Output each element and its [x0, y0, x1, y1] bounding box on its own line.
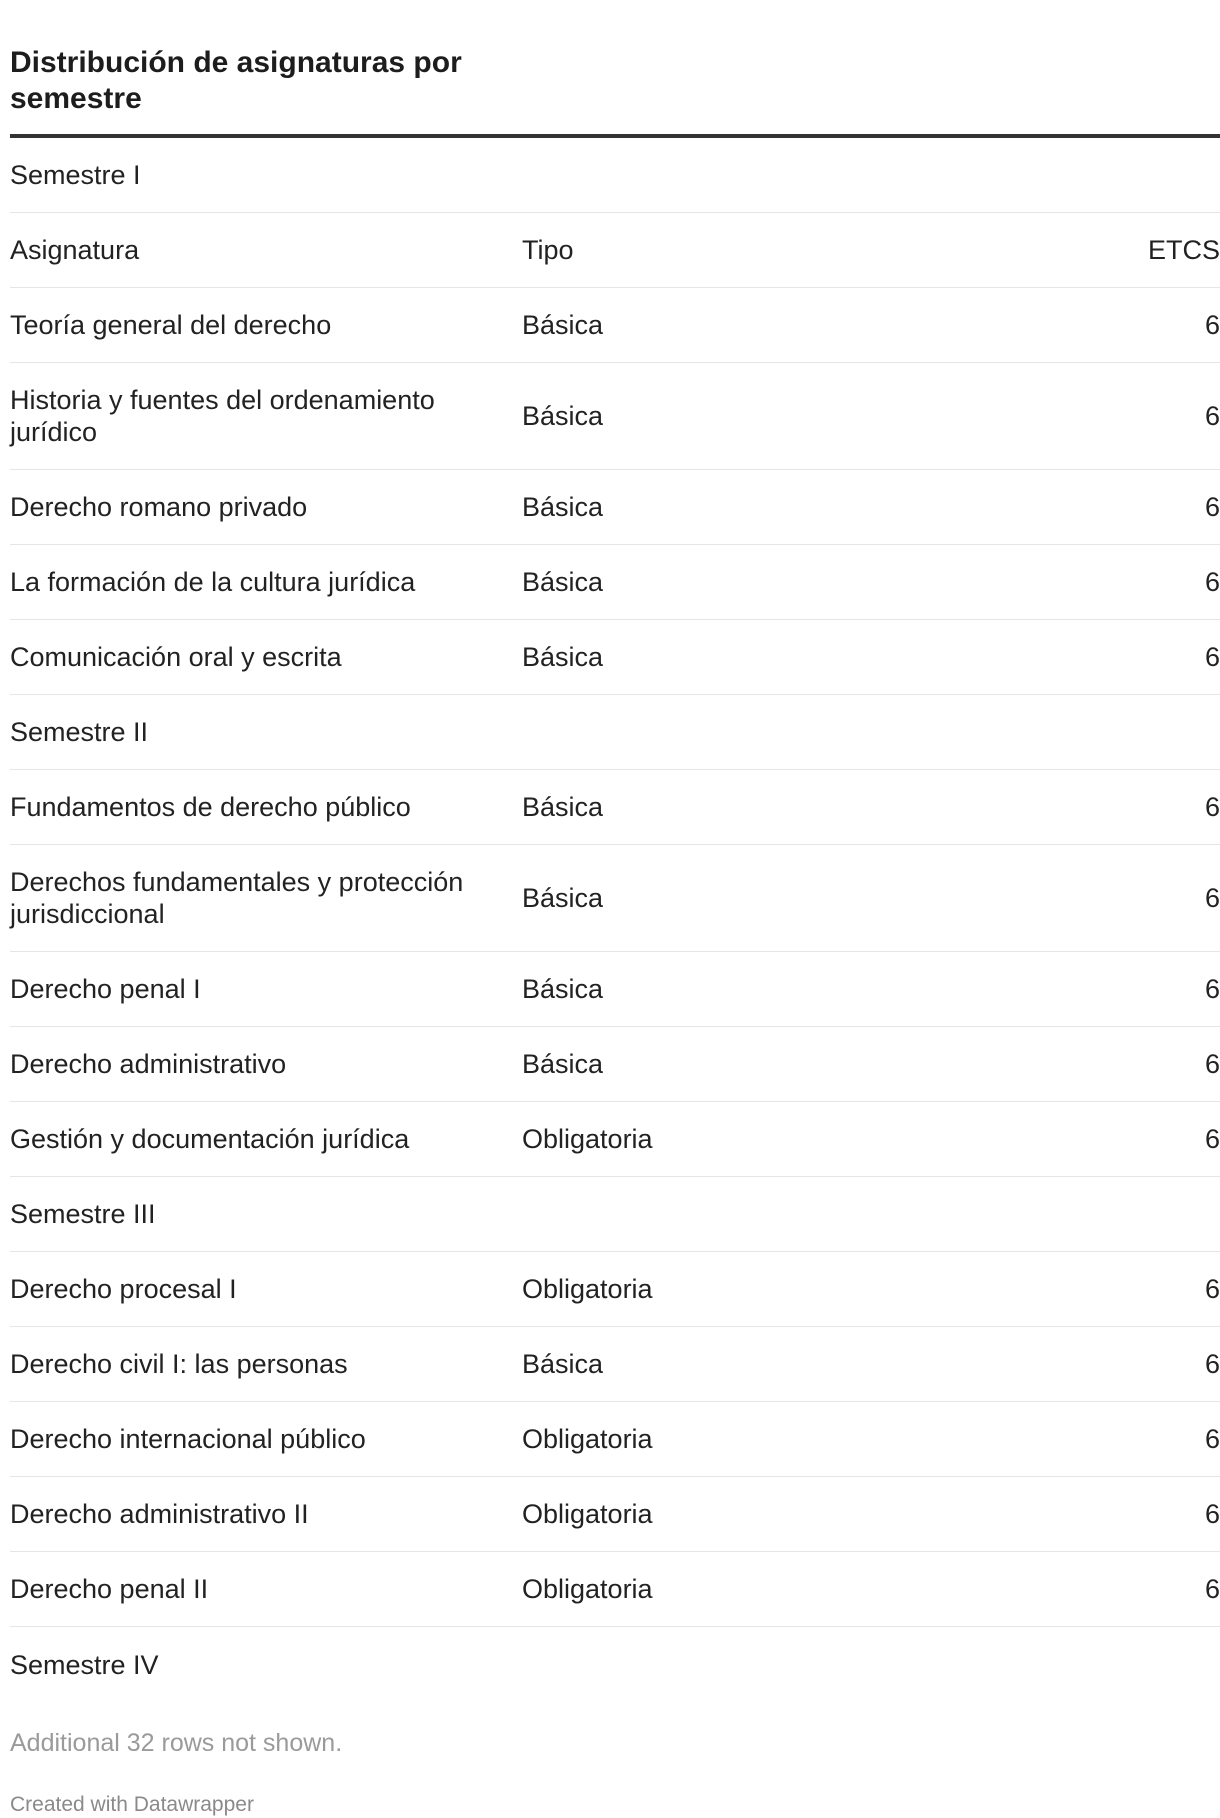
- table-row: [10, 1252, 1220, 1327]
- cell-tipo: Básica: [522, 1349, 604, 1379]
- column-header-etcs: ETCS: [1147, 235, 1220, 265]
- group-row: [10, 138, 1220, 213]
- cell-asignatura: Derecho penal II: [10, 1574, 209, 1604]
- chart-title: Distribución de asignaturas por semestre: [10, 46, 462, 115]
- cell-etcs: 6: [1204, 974, 1220, 1004]
- cell-asignatura: Derecho administrativo II: [10, 1499, 309, 1529]
- cell-tipo: Básica: [522, 310, 604, 340]
- column-header-asignatura: Asignatura: [10, 235, 140, 265]
- cell-asignatura: Derecho civil I: las personas: [10, 1349, 348, 1379]
- group-label: Semestre III: [10, 1199, 156, 1229]
- cell-tipo: Básica: [522, 792, 604, 822]
- cell-etcs: 6: [1204, 883, 1220, 913]
- cell-tipo: Obligatoria: [522, 1124, 653, 1154]
- cell-tipo: Obligatoria: [522, 1424, 653, 1454]
- table-row: [10, 470, 1220, 545]
- cell-tipo: Básica: [522, 974, 604, 1004]
- cell-asignatura: Derecho romano privado: [10, 492, 308, 522]
- cell-etcs: 6: [1204, 1574, 1220, 1604]
- cell-tipo: Básica: [522, 883, 604, 913]
- cell-etcs: 6: [1204, 642, 1220, 672]
- cell-etcs: 6: [1204, 1124, 1220, 1154]
- table-row: [10, 1477, 1220, 1552]
- cell-asignatura: Derecho procesal I: [10, 1274, 237, 1304]
- table-row: [10, 1327, 1220, 1402]
- cell-etcs: 6: [1204, 567, 1220, 597]
- cell-tipo: Básica: [522, 492, 604, 522]
- table-row: [10, 1027, 1220, 1102]
- table-row: [10, 288, 1220, 363]
- cell-etcs: 6: [1204, 1424, 1220, 1454]
- table-row: [10, 620, 1220, 695]
- credit-line: Created with Datawrapper: [10, 1793, 254, 1816]
- group-label: Semestre II: [10, 717, 149, 747]
- cell-asignatura: La formación de la cultura jurídica: [10, 567, 416, 597]
- cell-etcs: 6: [1204, 1049, 1220, 1079]
- cell-asignatura: Comunicación oral y escrita: [10, 642, 342, 672]
- cell-asignatura: Derecho internacional público: [10, 1424, 366, 1454]
- group-row: [10, 1177, 1220, 1252]
- cell-tipo: Obligatoria: [522, 1499, 653, 1529]
- cell-etcs: 6: [1204, 492, 1220, 522]
- table-row: [10, 1552, 1220, 1627]
- cell-etcs: 6: [1204, 310, 1220, 340]
- cell-etcs: 6: [1204, 1349, 1220, 1379]
- cell-tipo: Obligatoria: [522, 1274, 653, 1304]
- cell-asignatura: Fundamentos de derecho público: [10, 792, 411, 822]
- cell-tipo: Básica: [522, 642, 604, 672]
- cell-tipo: Básica: [522, 1049, 604, 1079]
- table-row: [10, 845, 1220, 952]
- cell-etcs: 6: [1204, 792, 1220, 822]
- group-label: Semestre I: [10, 160, 141, 190]
- cell-etcs: 6: [1204, 1499, 1220, 1529]
- cell-asignatura: Historia y fuentes del ordenamiento jurídico: [10, 385, 435, 447]
- cell-tipo: Básica: [522, 567, 604, 597]
- table-row: [10, 545, 1220, 620]
- cell-asignatura: Teoría general del derecho: [10, 310, 332, 340]
- column-header-tipo: Tipo: [522, 235, 574, 265]
- cell-asignatura: Derecho penal I: [10, 974, 201, 1004]
- group-row: [10, 1627, 1220, 1702]
- table-row: [10, 363, 1220, 470]
- chart-container: [10, 0, 1220, 1818]
- cell-etcs: 6: [1204, 401, 1220, 431]
- group-label: Semestre IV: [10, 1649, 159, 1680]
- cell-asignatura: Gestión y documentación jurídica: [10, 1124, 410, 1154]
- table-row: [10, 770, 1220, 845]
- table-row: [10, 1102, 1220, 1177]
- data-table: [10, 138, 1220, 1702]
- table-header-row: [10, 213, 1220, 288]
- table-row: [10, 952, 1220, 1027]
- cell-etcs: 6: [1204, 1274, 1220, 1304]
- cell-tipo: Básica: [522, 401, 604, 431]
- group-row: [10, 695, 1220, 770]
- rows-not-shown-note: Additional 32 rows not shown.: [10, 1729, 343, 1757]
- cell-asignatura: Derecho administrativo: [10, 1049, 287, 1079]
- table-row: [10, 1402, 1220, 1477]
- cell-tipo: Obligatoria: [522, 1574, 653, 1604]
- cell-asignatura: Derechos fundamentales y protección jurisdiccional: [10, 867, 464, 929]
